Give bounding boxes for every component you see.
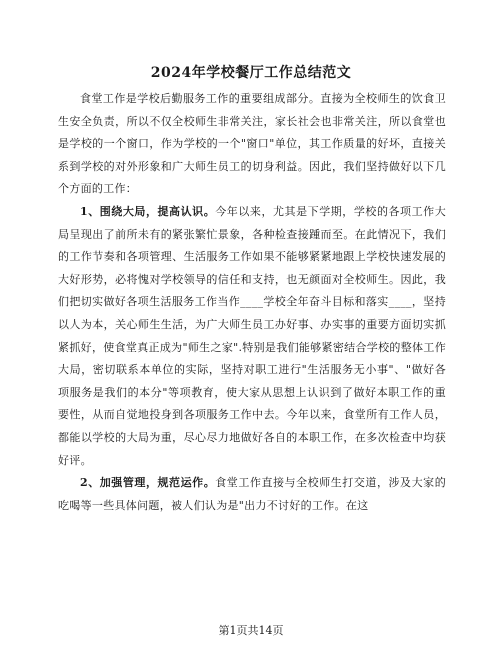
page-number-footer: 第1页共14页 [218, 624, 284, 637]
section-1-text: 今年以来，尤其是下学期，学校的各项工作大局呈现出了前所未有的紧张繁忙景象，各种检查接踵而至。在此情况下，我们的工作节奏和各项管理、生活服务工作如果不能够紧紧地跟上学校快速发展的大好形势，必将愧对学校领导的信任和支持，也无颜面对全校师生。因此，我们把切实做好各项生活服务工作当作____学校全年奋斗目标和落实____，坚持以人为本，关心师生生活，为广大师生员工办好事、办实事的重要方面切实抓紧抓好，使食堂真正成为"师生之家".特别是我们能够紧密结合学校的整体工作大局，密切联系本单位的实际，坚持对职工进行"生活服务无小事"、"做好各项服务是我们的本分"等项教育，使大家从思想上认识到了做好本职工作的重要性，从而自觉地投身到各项服务工作中去。今年以来，食堂所有工作人员，都能以学校的大局为重，尽心尽力地做好各自的本职工作，在多次检查中均获好评。 [58, 204, 446, 467]
section-2-text: 食堂工作直接与全校师生打交道，涉及大家的吃喝等一些具体问题，被人们认为是"出力不讨好的工作。在这 [58, 476, 446, 512]
paragraph-section-2 [58, 472, 446, 517]
paragraph-intro-text: 食堂工作是学校后勤服务工作的重要组成部分。直接为全校师生的饮食卫生安全负责，所以不仅全校师生非常关注，家长社会也非常关注，所以食堂也是学校的一个窗口，作为学校的一个"窗口"单位，其工作质量的好坏，直接关系到学校的对外形象和广大师生员工的切身利益。因此，我们坚持做好以下几个方面的工作： [58, 92, 446, 196]
document-body [58, 88, 446, 517]
section-2-heading: 2、加强管理，规范运作。 [80, 476, 216, 490]
paragraph-section-1 [58, 201, 446, 472]
document-title: 2024年学校餐厅工作总结范文 [150, 65, 352, 81]
section-1-heading: 1、围绕大局，提高认识。 [80, 204, 216, 218]
paragraph-intro [58, 88, 446, 201]
